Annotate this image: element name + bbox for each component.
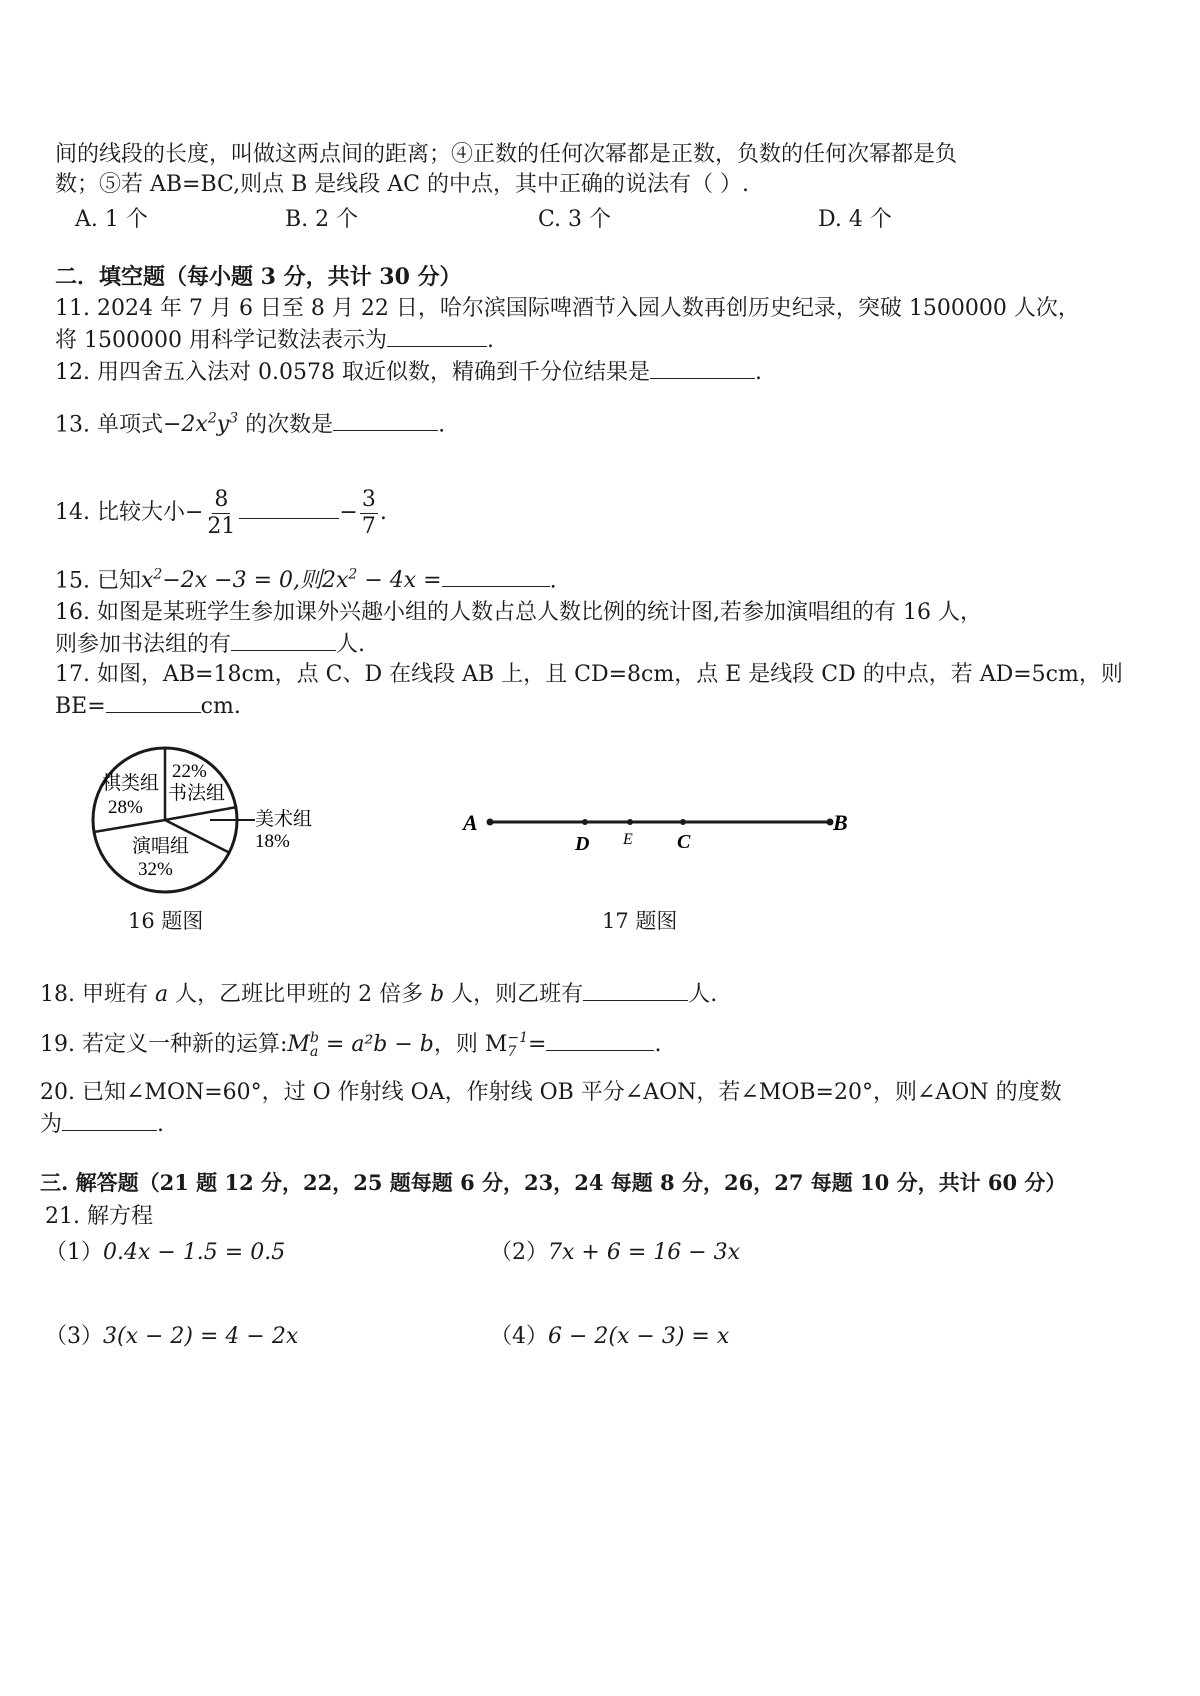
q10-line1: 间的线段的长度，叫做这两点间的距离；④正数的任何次幂都是正数，负数的任何次幂都是负 [55, 142, 958, 167]
q19-definition: M b a = a²b − b [287, 1030, 434, 1060]
label-b: B [833, 810, 848, 835]
q16-line2: 则参加书法组的有 人. [55, 628, 365, 660]
pie-pct-calligraphy: 22% [172, 761, 207, 782]
q19: 19. 若定义一种新的运算:M b a = a²b − b，则 M −1 7 = . [40, 1030, 662, 1060]
q15-text: 15. 已知 [55, 568, 141, 594]
q21-eq4: 6 − 2(x − 3) = x [548, 1324, 730, 1349]
q10-option-b: B. 2 个 [285, 207, 359, 232]
q21-eq3: 3(x − 2) = 4 − 2x [103, 1324, 299, 1349]
q16-answer-blank[interactable] [231, 628, 336, 651]
q15-expression: $x^2-2x -3 = 0$,则$2x^2 - 4x$ = [140, 567, 442, 594]
q17-line2: BE= cm. [55, 690, 241, 722]
q20-line1: 20. 已知∠MON=60°，过 O 作射线 OA，作射线 OB 平分∠AON，若∠MOB=20°，则∠AON 的度数 [40, 1080, 1062, 1105]
q11-line1: 11. 2024 年 7 月 6 日至 8 月 22 日，哈尔滨国际啤酒节入园人数再创历史纪录，突破 1500000 人次， [55, 296, 1080, 321]
pie-label-singing: 演唱组 [132, 836, 190, 857]
q14-fraction-1: $\frac{8}{21}$ [207, 486, 236, 539]
point-c-dot [680, 819, 686, 825]
q10-line2: 数；⑤若 AB=BC,则点 B 是线段 AC 的中点，其中正确的说法有（ ）. [55, 172, 749, 197]
q18-answer-blank[interactable] [583, 978, 688, 1001]
q21-title: 21. 解方程 [45, 1204, 153, 1229]
q11-end: . [486, 328, 494, 353]
q20-answer-blank[interactable] [62, 1108, 157, 1131]
q13-monomial: $-2x^2y^3$ [162, 411, 239, 438]
pie-divider-right-upper [165, 807, 237, 820]
section2-title: 二．填空题（每小题 3 分，共计 30 分） [55, 264, 462, 290]
point-d-dot [582, 819, 588, 825]
q18-var-b: b [430, 982, 445, 1007]
q20-line2: 为 . [40, 1108, 164, 1140]
q21-part4: （4）6 − 2(x − 3) = x [490, 1324, 730, 1349]
q14-answer-blank[interactable] [239, 478, 339, 519]
q13-text: 13. 单项式 [55, 412, 163, 438]
pie-chart-figure [80, 745, 360, 895]
q10-option-a: A. 1 个 [75, 207, 148, 232]
label-a: A [463, 810, 478, 835]
q11-text: 将 1500000 用科学记数法表示为 [55, 328, 387, 353]
q16-line1: 16. 如图是某班学生参加课外兴趣小组的人数占总人数比例的统计图,若参加演唱组的有 16 人， [55, 600, 982, 625]
segment-caption: 17 题图 [602, 909, 678, 933]
label-c: C [677, 831, 691, 853]
q13-answer-blank[interactable] [333, 408, 438, 431]
q12-text: 12. 用四舍五入法对 0.0578 取近似数，精确到千分位结果是 [55, 360, 650, 385]
q10-option-c: C. 3 个 [538, 207, 612, 232]
q14-fraction-2: $\frac{3}{7}$ [361, 486, 376, 539]
point-a-dot [487, 819, 494, 826]
q21-eq1: 0.4x − 1.5 = 0.5 [103, 1240, 286, 1265]
pie-divider-left [94, 820, 165, 832]
q12-end: . [754, 360, 762, 385]
q19-indices: −1 7 [507, 1030, 529, 1060]
q11-line2 [55, 324, 494, 356]
q21-part3: （3）3(x − 2) = 4 − 2x [45, 1324, 299, 1349]
label-d: D [575, 833, 590, 855]
pie-pct-chess: 28% [108, 797, 143, 818]
pie-label-art: 美术组 [255, 809, 313, 830]
pie-caption: 16 题图 [128, 909, 204, 933]
q21-part1: （1）0.4x − 1.5 = 0.5 [45, 1240, 286, 1265]
pie-label-chess: 棋类组 [102, 773, 160, 794]
q11-answer-blank[interactable] [387, 324, 487, 347]
q19-answer-blank[interactable] [546, 1028, 654, 1051]
q21-part2: （2）7x + 6 = 16 − 3x [490, 1240, 741, 1265]
point-e-dot [627, 819, 633, 825]
pie-pct-art: 18% [255, 831, 290, 852]
q15-answer-blank[interactable] [442, 564, 550, 587]
label-e: E [623, 831, 633, 848]
q18-var-a: a [154, 982, 169, 1007]
q14: 14. 比较大小− $\frac{8}{21}$ − $\frac{3}{7}$ . [55, 478, 387, 543]
q13: 13. 单项式$-2x^2y^3$ 的次数是 . [55, 404, 445, 440]
q12 [55, 356, 762, 388]
q14-text: 14. 比较大小 [55, 500, 185, 525]
q21-eq2: 7x + 6 = 16 − 3x [548, 1240, 741, 1265]
q10-option-d: D. 4 个 [818, 207, 892, 232]
pie-label-calligraphy: 书法组 [168, 783, 226, 804]
q18: 18. 甲班有 a 人，乙班比甲班的 2 倍多 b 人，则乙班有 人. [40, 978, 717, 1010]
q12-answer-blank[interactable] [650, 356, 755, 379]
q17-line1: 17. 如图，AB=18cm，点 C、D 在线段 AB 上，且 CD=8cm，点 E 是线段 CD 的中点，若 AD=5cm，则 [55, 662, 1123, 687]
pie-pct-singing: 32% [138, 859, 173, 880]
section3-title: 三. 解答题（21 题 12 分，22，25 题每题 6 分，23，24 每题 8 分，26，27 每题 10 分，共计 60 分） [40, 1170, 1067, 1195]
q15: 15. 已知$x^2-2x -3 = 0$,则$2x^2 - 4x$ = . [55, 560, 557, 596]
q17-answer-blank[interactable] [106, 690, 201, 713]
segment-figure [455, 790, 875, 880]
